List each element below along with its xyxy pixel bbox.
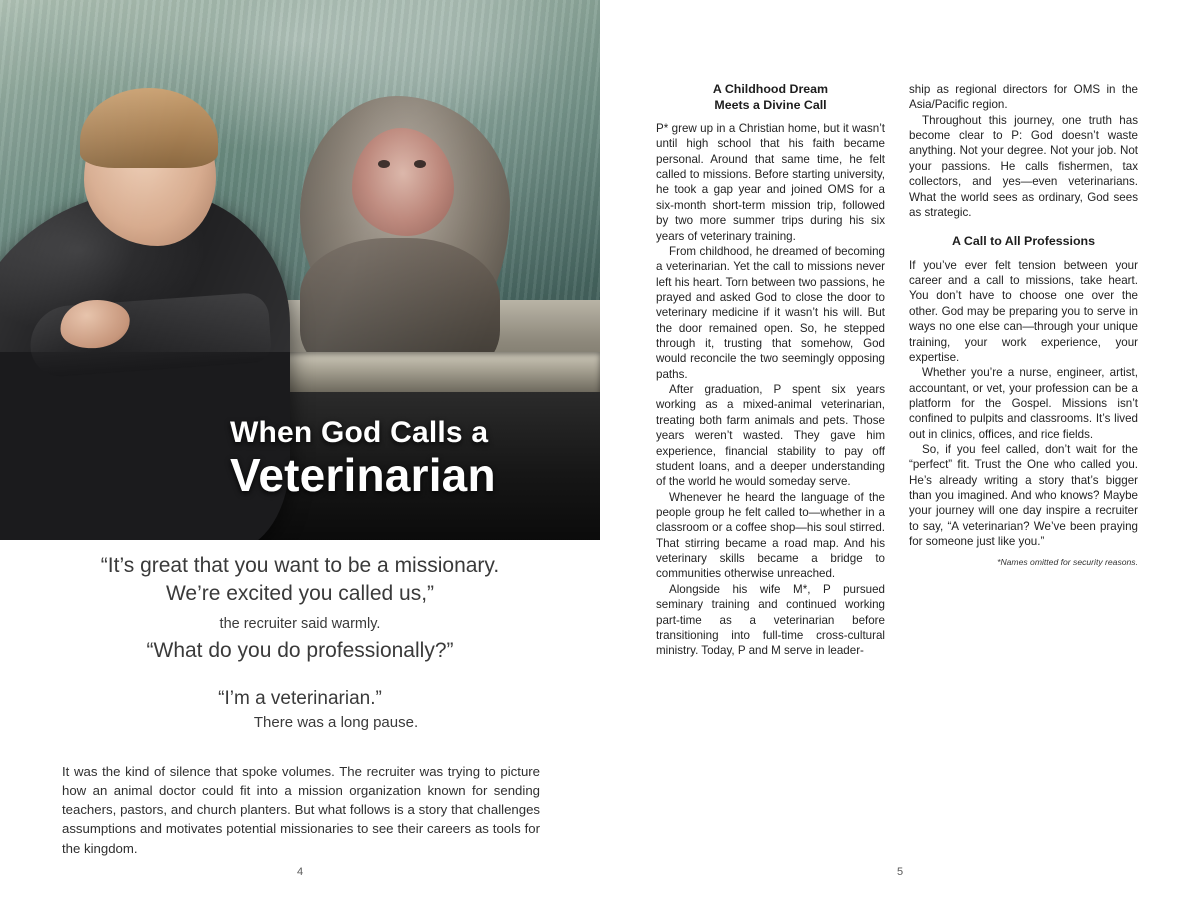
paragraph: Whether you’re a nurse, engineer, artist, accountant, or vet, your profession can be a platform for the Gospel. Missions isn’t confined to pulpits and classrooms. It’s lived out in clinics, offices, and rice fields. <box>909 366 1138 441</box>
pull-quote-attribution: the recruiter said warmly. <box>219 616 381 633</box>
heading-line-2: Meets a Divine Call <box>714 97 827 112</box>
paragraph: After graduation, P spent six years working as a mixed-animal veterinarian, treating both farm animals and pets. Those years weren’t wasted. They gave him experience, financial stability to pay off student loans, and a deeper understanding of the world he would someday serve. <box>656 383 885 489</box>
paragraph: So, if you feel called, don’t wait for the “perfect” fit. Trust the One who called you. He’s already writing a story that’s bigger than you imagined. And who knows? Maybe your journey will one day inspire a recruiter to say, “A veterinarian? We’ve been praying for someone just like you.” <box>909 443 1138 549</box>
section-heading-all-professions: A Call to All Professions <box>952 234 1095 249</box>
monkey-eye-left <box>378 160 390 168</box>
section-heading-childhood-dream <box>656 82 885 113</box>
article-title <box>230 416 570 501</box>
pull-quote-line-2: We’re excited you called us,” <box>165 581 435 605</box>
lead-paragraph: It was the kind of silence that spoke volumes. The recruiter was trying to picture how an animal doctor could fit into a mission organization known for sending teachers, pastors, and church planters. But what follows is a story that challenges assumptions and motivates potential missionaries to see their careers as tools for the kingdom. <box>62 764 540 856</box>
pull-quote-pause: There was a long pause. <box>253 714 419 732</box>
paragraph: P* grew up in a Christian home, but it wasn’t until high school that his faith became personal. Around that same time, he felt called to missions. Before starting university, he took a gap year and joined OMS for a six-month short-term mission trip, followed by two more summer trips during his six years of veterinary training. <box>656 122 885 243</box>
paragraph: Throughout this journey, one truth has become clear to P: God doesn’t waste anything. Not your degree. Not your job. Not your passions. He calls fishermen, tax collectors, and yes—even veterinarians. What the world sees as ordinary, God sees as strategic. <box>909 113 1138 219</box>
paragraph: Whenever he heard the language of the people group he felt called to—whether in a classroom or a coffee shop—his soul stirred. That stirring became a road map. And his veterinary skills became a bridge to communities otherwise unreached. <box>656 490 885 581</box>
monkey-eye-right <box>414 160 426 168</box>
right-page <box>600 0 1200 900</box>
pull-quote-line-3: “What do you do professionally?” <box>146 639 454 663</box>
paragraph: From childhood, he dreamed of becoming a veterinarian. Yet the call to missions never left his heart. Torn between two passions, he prayed and asked God to close the door to veterinary medicine if it wasn’t his will. But the door remained open. So, he stepped through it, trusting that somehow, God would reconcile the two seemingly opposing paths. <box>656 244 885 381</box>
title-line-1: When God Calls a <box>230 416 489 449</box>
title-line-2: Veterinarian <box>230 449 496 501</box>
pull-quote <box>0 552 600 731</box>
hero-photo <box>0 0 600 540</box>
security-footnote: *Names omitted for security reasons. <box>997 556 1138 567</box>
page-number-left: 4 <box>296 866 304 878</box>
page-number-right: 5 <box>896 866 904 878</box>
paragraph: Alongside his wife M*, P pursued seminary training and continued working part-time as a veterinarian before transitioning into full-time cross-cultural ministry. Today, P and M serve in leader- <box>656 582 885 658</box>
column-right <box>909 82 1138 659</box>
column-left <box>656 82 885 659</box>
text-columns <box>656 82 1138 659</box>
paragraph-continued: ship as regional directors for OMS in the Asia/Pacific region. <box>909 83 1138 112</box>
pull-quote-answer: “I’m a veterinarian.” <box>218 688 382 710</box>
paragraph: If you’ve ever felt tension between your career and a call to missions, take heart. You don’t have to choose one over the other. God may be preparing you to serve in ways no one else can—through your unique training, your work experience, your expertise. <box>909 258 1138 364</box>
pull-quote-line-1: “It’s great that you want to be a missionary. <box>100 554 500 577</box>
heading-line-1: A Childhood Dream <box>712 82 829 96</box>
